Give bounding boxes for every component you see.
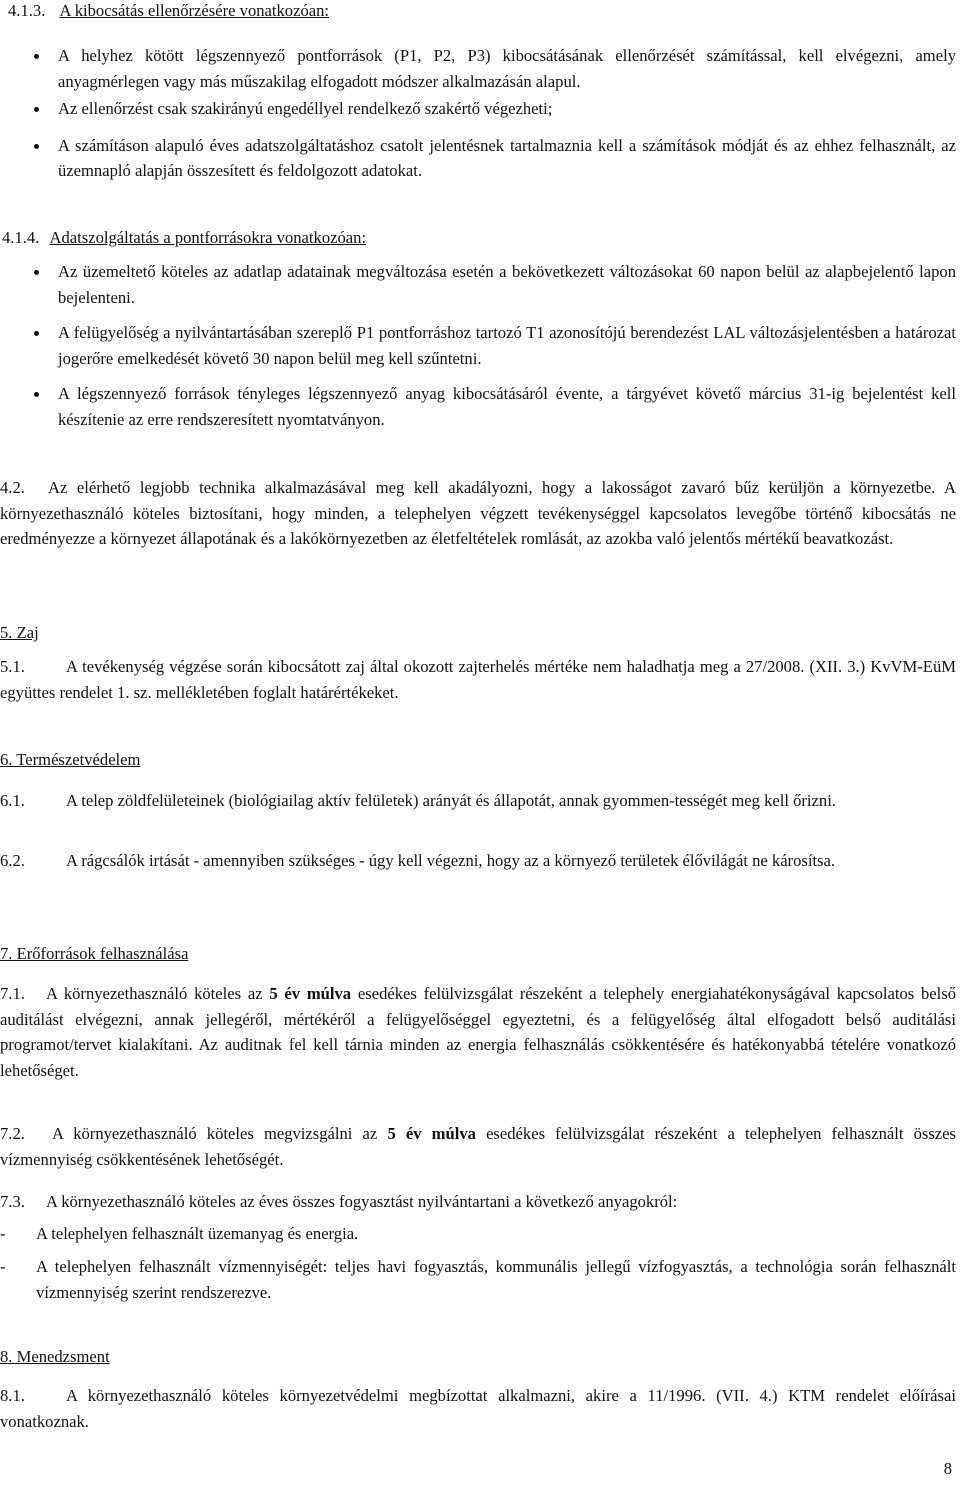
paragraph-text: A környezethasználó köteles megvizsgálni az <box>52 1124 378 1143</box>
paragraph-number: 6.1. <box>0 791 25 810</box>
paragraph-number: 7.2. <box>0 1124 25 1143</box>
section-title: Adatszolgáltatás a pontforrásokra vonatkozóan: <box>49 228 367 247</box>
paragraph-5-1 <box>0 654 956 705</box>
section-4-1-4-bullets <box>58 259 956 432</box>
paragraph-number: 8.1. <box>0 1386 25 1405</box>
paragraph-bold: 5 év múlva <box>387 1124 476 1143</box>
list-item <box>0 1254 956 1305</box>
paragraph-7-3 <box>0 1189 956 1215</box>
paragraph-number: 5.1. <box>0 657 25 676</box>
paragraph-number: 4.2. <box>0 478 25 497</box>
section-5-heading <box>0 620 956 646</box>
dash-bullet: - <box>0 1257 6 1276</box>
paragraph-text: A rágcsálók irtását - amennyiben szükséges - úgy kell végezni, hogy az a környező területek élővilágát ne károsítsa. <box>66 851 836 870</box>
section-4-1-4-heading <box>2 225 958 251</box>
list-item <box>0 1221 956 1247</box>
paragraph-text: esedékes felülvizsgálat részeként a telephelyen felhasznált összes vízmennyiség csökkentésének lehetőségét. <box>0 1124 956 1169</box>
section-4-1-3-heading <box>8 0 960 24</box>
dash-bullet: - <box>0 1224 6 1243</box>
paragraph-number: 7.3. <box>0 1192 25 1211</box>
section-title: 8. Menedzsment <box>0 1347 110 1366</box>
list-item: A számításon alapuló éves adatszolgáltatáshoz csatolt jelentésnek tartalmaznia kell a számítások módját és az ehhez felhasznált, az üzemnapló alapján összesített és feldolgozott adatokat. <box>58 133 956 184</box>
section-8-heading <box>0 1344 956 1370</box>
paragraph-8-1 <box>0 1383 956 1434</box>
paragraph-text: A telep zöldfelületeinek (biológiailag aktív felületek) arányát és állapotát, annak gyommen-tességét meg kell őrizni. <box>66 791 836 810</box>
list-item: A helyhez kötött légszennyező pontforrások (P1, P2, P3) kibocsátásának ellenőrzését számítással, kell elvégezni, amely anyagmérlegen vagy más műszakilag elfogadott módszer alkalmazásán alapul. <box>58 43 956 94</box>
section-title: 5. Zaj <box>0 623 39 642</box>
list-item: Az üzemeltető köteles az adatlap adatainak megváltozása esetén a bekövetkezett változásokat 60 napon belül az alapbejelentő lapon bejelenteni. <box>58 259 956 310</box>
paragraph-text: esedékes felülvizsgálat részeként a telephely energiahatékonyságával kapcsolatos belső auditálást elvégezni, annak jellegéről, mértékéről a felügyelőséggel egyeztetni, és a felügyelőség által elfogadott belső auditálási programot/tervet kialakítani. Az auditnak fel kell tárnia minden az energia felhasználás csökkentésére és hatékonyabbá tételére vonatkozó lehetőséget. <box>0 984 957 1080</box>
paragraph-number: 7.1. <box>0 984 25 1003</box>
paragraph-bold: 5 év múlva <box>269 984 352 1003</box>
page-number: 8 <box>943 1459 952 1478</box>
paragraph-text: A tevékenység végzése során kibocsátott zaj által okozott zajterhelés mértéke nem haladhatja meg a 27/2008. (XII. 3.) KvVM-EüM együttes rendelet 1. sz. mellékletében foglalt határértékeket. <box>0 657 956 702</box>
section-4-1-3-bullets <box>58 43 956 184</box>
paragraph-7-2 <box>0 1121 956 1172</box>
section-number: 4.1.4. <box>2 228 40 247</box>
section-title: 7. Erőforrások felhasználása <box>0 944 189 963</box>
paragraph-6-2 <box>0 848 956 874</box>
paragraph-text: A környezethasználó köteles az éves összes fogyasztást nyilvántartani a következő anyagokról: <box>46 1192 678 1211</box>
list-item-text: A telephelyen felhasznált vízmennyiségét: teljes havi fogyasztás, kommunális jellegű vízfogyasztás, a technológia során felhasznált vízmennyiség szerint rendszerezve. <box>36 1257 956 1302</box>
list-item: A felügyelőség a nyilvántartásában szereplő P1 pontforráshoz tartozó T1 azonosítójú berendezést LAL változásjelentésben a határozat jogerőre emelkedését követő 30 napon belül meg kell szűntetni. <box>58 320 956 371</box>
section-title: 6. Természetvédelem <box>0 750 141 769</box>
section-7-heading <box>0 941 956 967</box>
paragraph-number: 6.2. <box>0 851 25 870</box>
section-title: A kibocsátás ellenőrzésére vonatkozóan: <box>59 1 330 20</box>
list-item-text: A telephelyen felhasznált üzemanyag és energia. <box>36 1224 359 1243</box>
paragraph-4-2 <box>0 475 956 552</box>
paragraph-text: Az elérhető legjobb technika alkalmazásával meg kell akadályozni, hogy a lakosságot zavaró bűz kerüljön a környezetbe. A környezethasználó köteles biztosítani, hogy minden, a telephelyen végzett tevékenységgel kapcsolatos levegőbe történő kibocsátás ne eredményezze a környezet állapotának és a lakókörnyezetben az életfeltételek romlását, az azokba való jelentős mértékű beavatkozást. <box>0 478 956 548</box>
paragraph-text: A környezethasználó köteles környezetvédelmi megbízottat alkalmazni, akire a 11/1996. (VII. 4.) KTM rendelet előírásai vonatkoznak. <box>0 1386 956 1431</box>
section-6-heading <box>0 747 956 773</box>
paragraph-text: A környezethasználó köteles az <box>46 984 263 1003</box>
paragraph-7-1 <box>0 981 956 1083</box>
paragraph-6-1 <box>0 788 956 814</box>
section-number: 4.1.3. <box>8 1 46 20</box>
list-item: A légszennyező források tényleges légszennyező anyag kibocsátásáról évente, a tárgyévet követő március 31-ig bejelentést kell készítenie az erre rendszeresített nyomtatványon. <box>58 381 956 432</box>
list-item: Az ellenőrzést csak szakirányú engedéllyel rendelkező szakértő végezheti; <box>58 96 956 122</box>
